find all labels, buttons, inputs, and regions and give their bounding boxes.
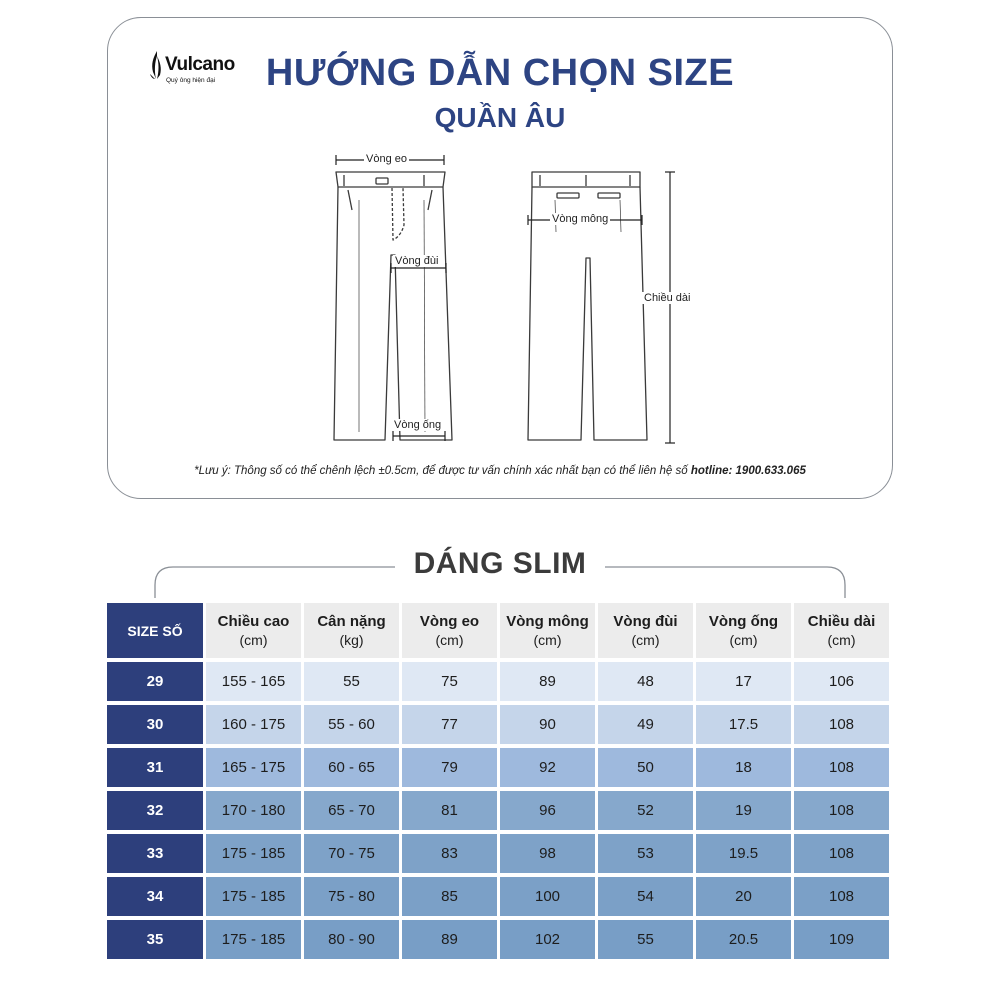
hem-cell: 17.5 <box>696 705 791 744</box>
height-cell: 160 - 175 <box>206 705 301 744</box>
length-cell: 108 <box>794 877 889 916</box>
thigh-cell: 53 <box>598 834 693 873</box>
thigh-cell: 49 <box>598 705 693 744</box>
thigh-cell: 48 <box>598 662 693 701</box>
table-row <box>107 662 889 701</box>
hip-cell: 102 <box>500 920 595 959</box>
length-cell: 108 <box>794 748 889 787</box>
size-cell: 32 <box>107 791 203 830</box>
length-cell: 109 <box>794 920 889 959</box>
table-row <box>107 834 889 873</box>
thigh-cell: 52 <box>598 791 693 830</box>
height-cell: 175 - 185 <box>206 877 301 916</box>
thigh-cell: 55 <box>598 920 693 959</box>
header-thigh: Vòng đùi (cm) <box>598 603 693 658</box>
waist-cell: 89 <box>402 920 497 959</box>
section-title: DÁNG SLIM <box>413 547 587 580</box>
hem-cell: 19.5 <box>696 834 791 873</box>
height-cell: 155 - 165 <box>206 662 301 701</box>
hip-cell: 96 <box>500 791 595 830</box>
hip-label: Vòng mông <box>552 213 609 225</box>
page-title: HƯỚNG DẪN CHỌN SIZE <box>265 52 735 94</box>
hem-cell: 19 <box>696 791 791 830</box>
header-size: SIZE SỐ <box>107 603 203 658</box>
table-row <box>107 748 889 787</box>
height-cell: 165 - 175 <box>206 748 301 787</box>
waist-cell: 79 <box>402 748 497 787</box>
weight-cell: 70 - 75 <box>304 834 399 873</box>
height-cell: 170 - 180 <box>206 791 301 830</box>
waist-cell: 75 <box>402 662 497 701</box>
hip-cell: 100 <box>500 877 595 916</box>
hem-cell: 20.5 <box>696 920 791 959</box>
weight-cell: 55 <box>304 662 399 701</box>
hem-cell: 20 <box>696 877 791 916</box>
length-cell: 108 <box>794 791 889 830</box>
weight-cell: 80 - 90 <box>304 920 399 959</box>
note-prefix: *Lưu ý: Thông số có thể chênh lệch ±0.5cm, để được tư vấn chính xác nhất bạn có thể liên hệ số <box>194 465 691 477</box>
header-length: Chiều dài (cm) <box>794 603 889 658</box>
table-row <box>107 791 889 830</box>
brand-slogan: Quý ông hiện đại <box>166 77 216 84</box>
table-row <box>107 877 889 916</box>
table-row <box>107 920 889 959</box>
length-cell: 108 <box>794 834 889 873</box>
thigh-cell: 50 <box>598 748 693 787</box>
hotline-text: hotline: 1900.633.065 <box>690 465 806 477</box>
hem-cell: 18 <box>696 748 791 787</box>
height-cell: 175 - 185 <box>206 920 301 959</box>
length-label: Chiều dài <box>644 292 691 304</box>
hip-cell: 92 <box>500 748 595 787</box>
thigh-label: Vòng đùi <box>395 255 439 267</box>
waist-cell: 81 <box>402 791 497 830</box>
size-cell: 30 <box>107 705 203 744</box>
hip-cell: 89 <box>500 662 595 701</box>
page-subtitle: QUẦN ÂU <box>434 102 566 133</box>
header-height: Chiều cao (cm) <box>206 603 301 658</box>
size-cell: 34 <box>107 877 203 916</box>
table-row <box>107 705 889 744</box>
size-cell: 35 <box>107 920 203 959</box>
header-hip: Vòng mông (cm) <box>500 603 595 658</box>
brand-name: Vulcano <box>165 54 235 75</box>
waist-label: Vòng eo <box>366 153 407 165</box>
height-cell: 175 - 185 <box>206 834 301 873</box>
header-waist: Vòng eo (cm) <box>402 603 497 658</box>
header-hem: Vòng ống (cm) <box>696 603 791 658</box>
waist-cell: 77 <box>402 705 497 744</box>
hem-label: Vòng ống <box>394 419 442 431</box>
size-table <box>104 599 892 963</box>
hem-cell: 17 <box>696 662 791 701</box>
weight-cell: 65 - 70 <box>304 791 399 830</box>
weight-cell: 55 - 60 <box>304 705 399 744</box>
hip-cell: 90 <box>500 705 595 744</box>
header-weight: Cân nặng (kg) <box>304 603 399 658</box>
size-cell: 29 <box>107 662 203 701</box>
waist-cell: 83 <box>402 834 497 873</box>
waist-cell: 85 <box>402 877 497 916</box>
size-cell: 33 <box>107 834 203 873</box>
weight-cell: 60 - 65 <box>304 748 399 787</box>
table-header-row <box>107 603 889 658</box>
size-cell: 31 <box>107 748 203 787</box>
thigh-cell: 54 <box>598 877 693 916</box>
weight-cell: 75 - 80 <box>304 877 399 916</box>
length-cell: 106 <box>794 662 889 701</box>
hip-cell: 98 <box>500 834 595 873</box>
length-cell: 108 <box>794 705 889 744</box>
